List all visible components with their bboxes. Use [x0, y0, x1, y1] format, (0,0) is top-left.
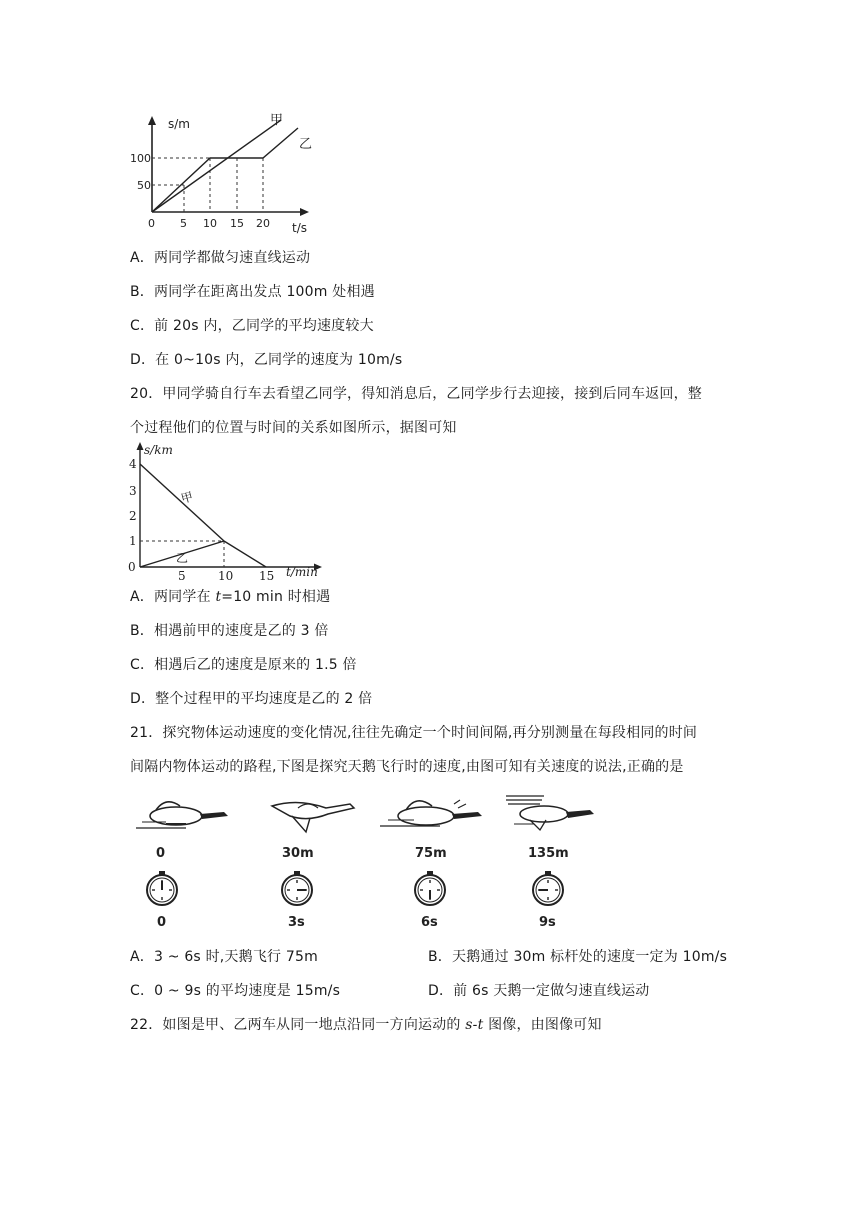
distance-label: 30m [282, 846, 314, 861]
y-axis-label: s/km [144, 443, 173, 457]
q19-option-b: B．两同学在距离出发点 100m 处相遇 [130, 284, 375, 300]
y-tick-100: 100 [130, 152, 151, 165]
origin-label: 0 [128, 560, 136, 574]
q20-stem-line2: 个过程他们的位置与时间的关系如图所示，据图可知 [130, 420, 457, 436]
y-axis-label: s/m [168, 117, 190, 131]
q20-st-graph [126, 440, 326, 582]
clock-icon [147, 871, 177, 905]
q20-option-a-post: =10 min 时相遇 [221, 589, 331, 605]
q20-option-a-pre: A．两同学在 [130, 589, 216, 605]
series-jia-return-line [224, 541, 266, 567]
x-tick-15: 15 [259, 569, 275, 582]
series-yi-label: 乙 [176, 551, 189, 565]
distance-label: 135m [528, 846, 569, 861]
q20-option-d: D．整个过程甲的平均速度是乙的 2 倍 [130, 691, 373, 707]
q22-stem-pre: 22．如图是甲、乙两车从同一地点沿同一方向运动的 [130, 1017, 466, 1033]
q21-option-c: C．0 ~ 9s 的平均速度是 15m/s [130, 983, 341, 999]
q20-stem-line1: 20．甲同学骑自行车去看望乙同学，得知消息后，乙同学步行去迎接，接到后同车返回，整 [130, 386, 703, 402]
q19-option-a: A．两同学都做匀速直线运动 [130, 250, 311, 266]
clock-icon [415, 871, 445, 905]
y-tick-1: 1 [129, 534, 137, 548]
x-axis-label: t/s [292, 221, 307, 235]
swan-icon [136, 802, 228, 828]
q20-option-a-var: t [215, 589, 222, 605]
x-tick-10: 10 [203, 217, 217, 230]
q20-option-b: B．相遇前甲的速度是乙的 3 倍 [130, 623, 329, 639]
q22-stem [130, 1014, 602, 1034]
swan-icon [506, 796, 594, 830]
q21-option-d: D．前 6s 天鹅一定做匀速直线运动 [428, 983, 650, 999]
q22-stem-post: 图像，由图像可知 [483, 1017, 602, 1033]
clock-icon [282, 871, 312, 905]
q19-option-d: D．在 0~10s 内，乙同学的速度为 10m/s [130, 352, 403, 368]
time-label: 3s [288, 915, 305, 930]
q21-swan-figure [128, 788, 608, 930]
swan-icon [272, 802, 354, 832]
q21-option-a: A．3 ~ 6s 时,天鹅飞行 75m [130, 949, 318, 965]
q19-st-graph [128, 108, 318, 240]
q21-option-b: B．天鹅通过 30m 标杆处的速度一定为 10m/s [428, 949, 728, 965]
distance-label: 0 [156, 846, 166, 861]
q21-stem-line1: 21．探究物体运动速度的变化情况,往往先确定一个时间间隔,再分别测量在每段相同的时间 [130, 725, 698, 741]
q19-option-c: C．前 20s 内，乙同学的平均速度较大 [130, 318, 374, 334]
x-tick-5: 5 [178, 569, 186, 582]
time-label: 9s [539, 915, 556, 930]
series-yi-line [152, 128, 298, 212]
series-jia-label: 甲 [179, 489, 195, 507]
y-tick-50: 50 [137, 179, 151, 192]
time-label: 6s [421, 915, 438, 930]
time-label: 0 [157, 915, 167, 930]
q20-option-a [130, 586, 330, 606]
y-tick-2: 2 [129, 509, 137, 523]
q21-stem-line2: 间隔内物体运动的路程,下图是探究天鹅飞行时的速度,由图可知有关速度的说法,正确的是 [130, 759, 684, 775]
origin-label: 0 [148, 217, 155, 230]
series-yi-label: 乙 [299, 137, 313, 152]
x-tick-10: 10 [218, 569, 234, 582]
x-tick-5: 5 [180, 217, 187, 230]
y-tick-4: 4 [129, 457, 137, 471]
series-jia-line [152, 120, 281, 212]
x-axis-label: t/min [286, 565, 318, 579]
q22-stem-var: s-t [465, 1017, 484, 1033]
q20-option-c: C．相遇后乙的速度是原来的 1.5 倍 [130, 657, 357, 673]
clock-icon [533, 871, 563, 905]
x-tick-20: 20 [256, 217, 270, 230]
distance-label: 75m [415, 846, 447, 861]
y-tick-3: 3 [129, 484, 137, 498]
swan-icon [380, 800, 482, 826]
x-tick-15: 15 [230, 217, 244, 230]
series-jia-label: 甲 [270, 113, 284, 128]
